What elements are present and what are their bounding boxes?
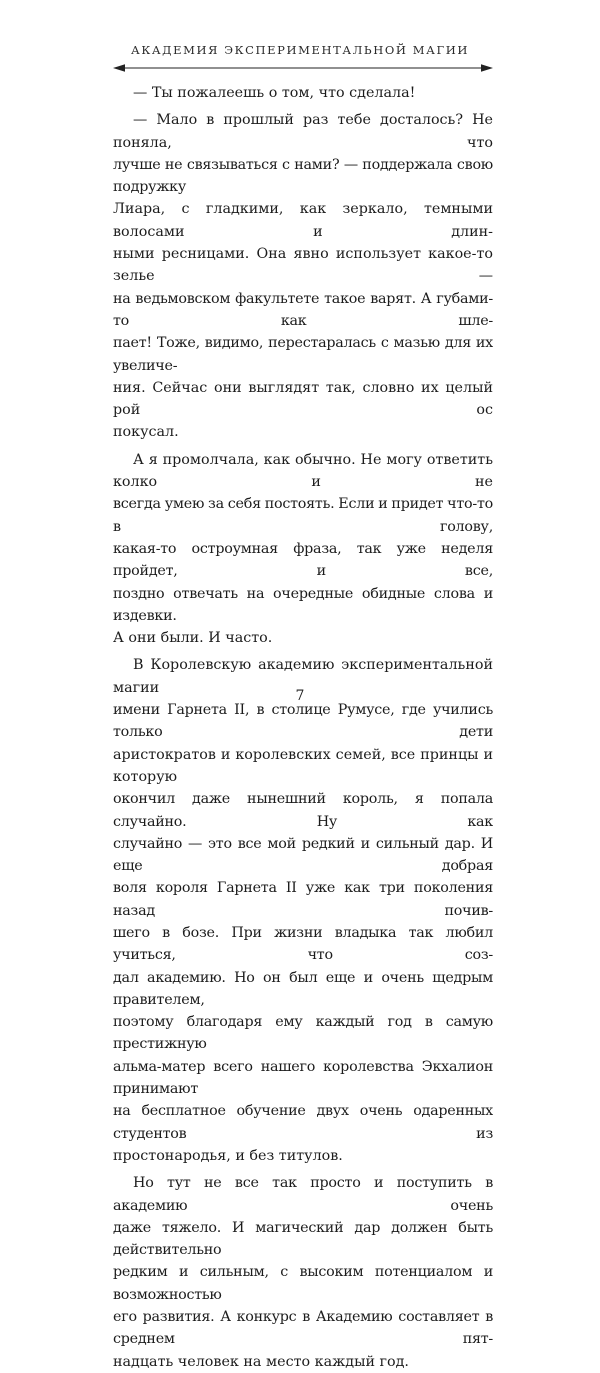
text-line: имени Гарнета II, в столице Румусе, где учились только дети (113, 702, 493, 741)
page-number: 7 (295, 688, 305, 704)
text-line: какая-то остроумная фраза, так уже неделя пройдет, и все, (113, 540, 493, 580)
text-line: аристократов и королевских семей, все принцы и которую (113, 746, 493, 785)
text-line: окончил даже нынешний король, я попала случайно. Ну как (113, 791, 493, 830)
text-line: пает! Тоже, видимо, перестаралась с мазью для их увеличе- (113, 335, 493, 374)
text-line: поэтому благодаря ему каждый год в самую престижную (113, 1014, 493, 1053)
text-line: Но тут не все так просто и поступить в академию очень (113, 1175, 493, 1214)
text-line: редким и сильным, с высоким потенциалом и возможностью (113, 1264, 493, 1303)
text-line: альма-матер всего нашего королевства Экхалион принимают (113, 1058, 493, 1098)
text-line: его развития. А конкурс в Академию составляет в среднем пят- (113, 1309, 493, 1348)
text-line: поздно отвечать на очередные обидные слова и издевки. (113, 585, 493, 624)
text-line: ными ресницами. Она явно использует какое-то зелье — (113, 246, 493, 285)
text-line: А они были. И часто. (113, 630, 273, 647)
text-line: дал академию. Но он был еще и очень щедрым правителем, (113, 969, 493, 1008)
text-line: простонародья, и без титулов. (113, 1147, 343, 1164)
text-line: В Королевскую академию экспериментальной магии (113, 657, 493, 696)
text-line: Лиара, с гладкими, как зеркало, темными волосами и длин- (113, 201, 493, 240)
text-line: воля короля Гарнета II уже как три поколения назад почив- (113, 880, 493, 919)
text-line: даже тяжело. И магический дар должен быть действительно (113, 1219, 493, 1259)
text-line: надцать человек на место каждый год. (113, 1353, 409, 1370)
text-line: — Мало в прошлый раз тебе досталось? Не поняла, что (113, 112, 493, 151)
text-line: на бесплатное обучение двух очень одаренных студентов из (113, 1103, 493, 1142)
text-line: на ведьмовском факультете такое варят. А губами-то как шле- (113, 290, 493, 329)
text-line: А я промолчала, как обычно. Не могу ответить колко и не (113, 451, 493, 491)
text-line: случайно — это все мой редкий и сильный дар. И еще добрая (113, 835, 493, 875)
text-line: покусал. (113, 424, 179, 441)
text-line: шего в бозе. При жизни владыка так любил учиться, что соз- (113, 924, 493, 964)
text-line: ния. Сейчас они выглядят так, словно их целый рой ос (113, 379, 493, 419)
text-line: лучше не связываться с нами? — поддержала свою подружку (113, 156, 493, 196)
ornamental-rule (113, 62, 493, 74)
running-head: АКАДЕМИЯ ЭКСПЕРИМЕНТАЛЬНОЙ МАГИИ (131, 43, 469, 57)
text-line: всегда умею за себя постоять. Если и придет что-то в голову, (113, 496, 493, 535)
text-line: — Ты пожалеешь о том, что сделала! (133, 85, 416, 101)
body-text (113, 82, 493, 1373)
